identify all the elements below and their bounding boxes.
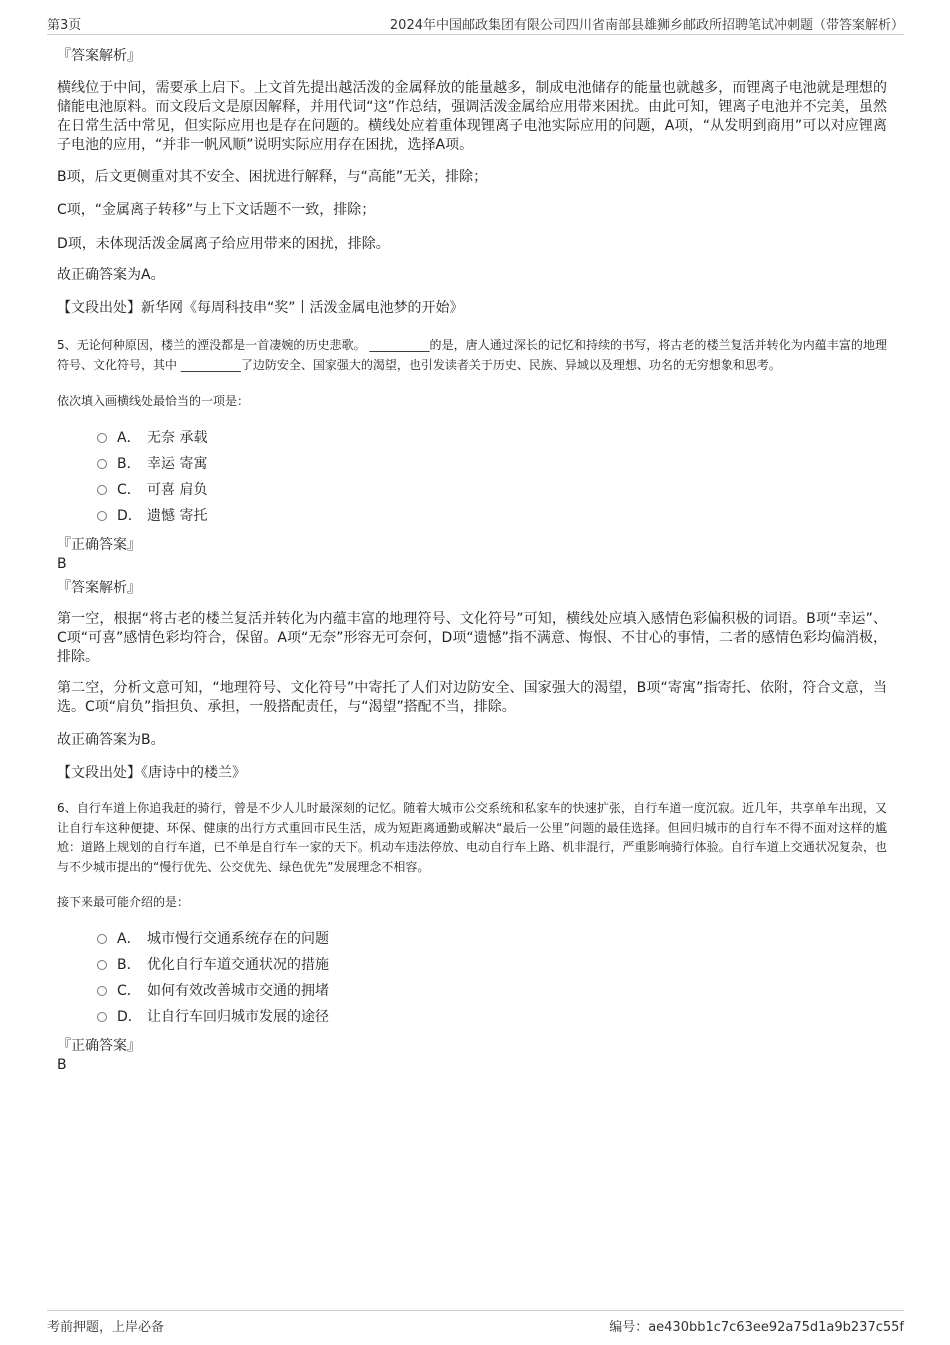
radio-button[interactable] — [97, 485, 107, 495]
page-header — [47, 14, 904, 35]
page-number: 第3页 — [47, 18, 82, 33]
radio-button[interactable] — [97, 986, 107, 996]
document-title: 2024年中国邮政集团有限公司四川省南部县雄狮乡邮政所招聘笔试冲刺题（带答案解析） — [389, 18, 904, 33]
option-text: 遗憾 寄托 — [147, 508, 208, 524]
q5-instruction: 依次填入画横线处最恰当的一项是： — [57, 394, 250, 408]
q5-answer-label: 『正确答案』 — [57, 537, 141, 553]
q6-option-a[interactable] — [97, 926, 887, 952]
q6-question-text: 6、自行车道上你追我赶的骑行，曾是不少人儿时最深刻的记忆。随着大城市公交系统和私家车的快速扩张，自行车道一度沉寂。近几年，共享单车出现，又让自行车这种便捷、环保、健康的出行方式重回市民生活，成为短距离通勤或解决“最后一公里”问题的最佳选择。但回归城市的自行车不得不面对这样的尴尬：道路上规划的自行车道，已不单是自行车一家的天下。机动车违法停放、电动自行车上路、机非混行，严重影响骑行体验。自行车道上交通状况复杂，也与不少城市提出的“慢行优先、公交优先、绿色优先”发展理念不相容。 — [57, 801, 887, 874]
q5-option-d[interactable] — [97, 503, 887, 529]
q5-analysis-label: 『答案解析』 — [57, 580, 141, 596]
q6-option-b[interactable] — [97, 952, 887, 978]
q6-instruction: 接下来最可能介绍的是： — [57, 895, 190, 909]
page-content — [57, 46, 887, 1075]
option-text: 幸运 寄寓 — [147, 456, 208, 472]
q6-option-c[interactable] — [97, 978, 887, 1004]
page-footer — [47, 1310, 904, 1335]
q4-answer-summary: 故正确答案为A。 — [57, 267, 165, 283]
option-text: 可喜 肩负 — [147, 482, 208, 498]
q5-analysis-paragraph: 第一空，根据“将古老的楼兰复活并转化为内蕴丰富的地理符号、文化符号”可知，横线处应填入感情色彩偏积极的词语。B项“幸运”、C项“可喜”感情色彩均符合，保留。A项“无奈”形容无可奈何，D项“遗憾”指不满意、悔恨、不甘心的事情，二者的感情色彩均偏消极，排除。 — [57, 611, 887, 665]
q5-answer: B — [57, 556, 67, 572]
radio-button[interactable] — [97, 459, 107, 469]
option-letter: B． — [117, 456, 141, 472]
q5-answer-summary: 故正确答案为B。 — [57, 732, 165, 748]
q5-option-a[interactable] — [97, 425, 887, 451]
option-text: 让自行车回归城市发展的途径 — [147, 1009, 329, 1025]
option-letter: C． — [117, 482, 141, 498]
option-text: 如何有效改善城市交通的拥堵 — [147, 983, 329, 999]
option-letter: D． — [117, 1009, 142, 1025]
q4-source: 【文段出处】新华网《每周科技串“奖”丨活泼金属电池梦的开始》 — [57, 300, 464, 316]
option-letter: A． — [117, 430, 141, 446]
option-letter: A． — [117, 931, 141, 947]
option-text: 城市慢行交通系统存在的问题 — [147, 931, 329, 947]
option-text: 优化自行车道交通状况的措施 — [147, 957, 329, 973]
q6-answer: B — [57, 1057, 67, 1073]
radio-button[interactable] — [97, 511, 107, 521]
radio-button[interactable] — [97, 1012, 107, 1022]
radio-button[interactable] — [97, 934, 107, 944]
document-code: 编号：ae430bb1c7c63ee92a75d1a9b237c55f — [609, 1320, 904, 1335]
q5-option-c[interactable] — [97, 477, 887, 503]
q4-analysis-paragraph: 横线位于中间，需要承上启下。上文首先提出越活泼的金属释放的能量越多，制成电池储存的能量也就越多，而锂离子电池就是理想的储能电池原料。而文段后文是原因解释，并用代词“这”作总结，强调活泼金属给应用带来困扰。由此可知，锂离子电池并不完美，虽然在日常生活中常见，但实际应用也是存在问题的。横线处应着重体现锂离子电池实际应用的问题，A项，“从发明到商用”可以对应锂离子电池的应用，“并非一帆风顺”说明实际应用存在困扰，选择A项。 — [57, 80, 887, 153]
q4-analysis-paragraph: D项，未体现活泼金属离子给应用带来的困扰，排除。 — [57, 236, 390, 252]
q5-options — [57, 425, 887, 529]
footer-slogan: 考前押题，上岸必备 — [47, 1320, 165, 1335]
option-text: 无奈 承载 — [147, 430, 208, 446]
q4-analysis-paragraph: C项，“金属离子转移”与上下文话题不一致，排除； — [57, 202, 376, 218]
q6-options — [57, 926, 887, 1030]
q5-analysis-paragraph: 第二空，分析文意可知，“地理符号、文化符号”中寄托了人们对边防安全、国家强大的渴望，B项“寄寓”指寄托、依附，符合文意，当选。C项“肩负”指担负、承担，一般搭配责任，与“渴望”搭配不当，排除。 — [57, 680, 887, 715]
q5-option-b[interactable] — [97, 451, 887, 477]
radio-button[interactable] — [97, 433, 107, 443]
q6-answer-label: 『正确答案』 — [57, 1038, 141, 1054]
q6-option-d[interactable] — [97, 1004, 887, 1030]
option-letter: B． — [117, 957, 141, 973]
q5-question-text: 5、无论何种原因，楼兰的湮没都是一首凄婉的历史悲歌。 __________的是，唐人通过深长的记忆和持续的书写，将古老的楼兰复活并转化为内蕴丰富的地理符号、文化符号，其中 __________了边防安全、国家强大的渴望，也引发读者关于历史、民族、异域以及理想、功名的无穷想象和思考。 — [57, 338, 887, 372]
q4-analysis-label: 『答案解析』 — [57, 48, 141, 64]
option-letter: D． — [117, 508, 142, 524]
option-letter: C． — [117, 983, 141, 999]
radio-button[interactable] — [97, 960, 107, 970]
q5-source: 【文段出处】《唐诗中的楼兰》 — [57, 765, 246, 781]
q4-analysis-paragraph: B项，后文更侧重对其不安全、困扰进行解释，与“高能”无关，排除； — [57, 169, 488, 185]
